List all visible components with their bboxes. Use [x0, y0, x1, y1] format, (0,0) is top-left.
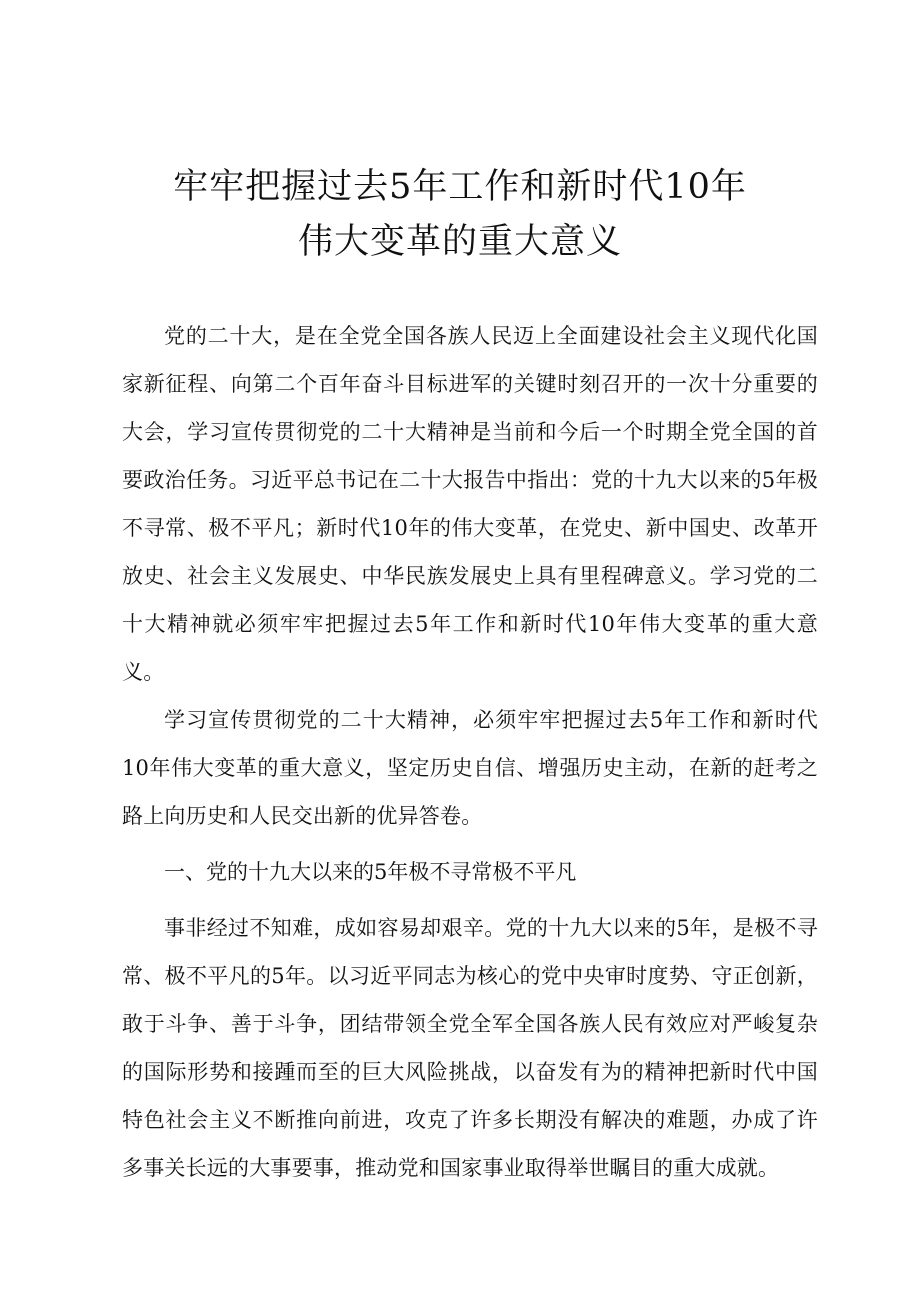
document-title: [0, 160, 920, 270]
title-line-1: 牢牢把握过去5年工作和新时代10年: [173, 167, 747, 207]
section-paragraph: 事非经过不知难，成如容易却艰辛。党的十九大以来的5年，是极不寻常、极不平凡的5年。以习近平同志为核心的党中央审时度势、守正创新，敢于斗争、善于斗争，团结带领全党全军全国各族人民有效应对严峻复杂的国际形势和接踵而至的巨大风险挑战，以奋发有为的精神把新时代中国特色社会主义不断推向前进，攻克了许多长期没有解决的难题，办成了许多事关长远的大事要事，推动党和国家事业取得举世瞩目的重大成就。: [122, 916, 818, 1180]
section-heading: 一、党的十九大以来的5年极不寻常极不平凡: [164, 860, 577, 884]
document-body: [122, 312, 818, 1192]
paragraph-intro: 党的二十大，是在全党全国各族人民迈上全面建设社会主义现代化国家新征程、向第二个百年奋斗目标进军的关键时刻召开的一次十分重要的大会，学习宣传贯彻党的二十大精神是当前和今后一个时期全党全国的首要政治任务。习近平总书记在二十大报告中指出：党的十九大以来的5年极不寻常、极不平凡；新时代10年的伟大变革，在党史、新中国史、改革开放史、社会主义发展史、中华民族发展史上具有里程碑意义。学习党的二十大精神就必须牢牢把握过去5年工作和新时代10年伟大变革的重大意义。: [122, 324, 818, 684]
title-line-2: 伟大变革的重大意义: [297, 222, 622, 262]
paragraph-summary: 学习宣传贯彻党的二十大精神，必须牢牢把握过去5年工作和新时代10年伟大变革的重大意义，坚定历史自信、增强历史主动，在新的赶考之路上向历史和人民交出新的优异答卷。: [122, 708, 818, 828]
